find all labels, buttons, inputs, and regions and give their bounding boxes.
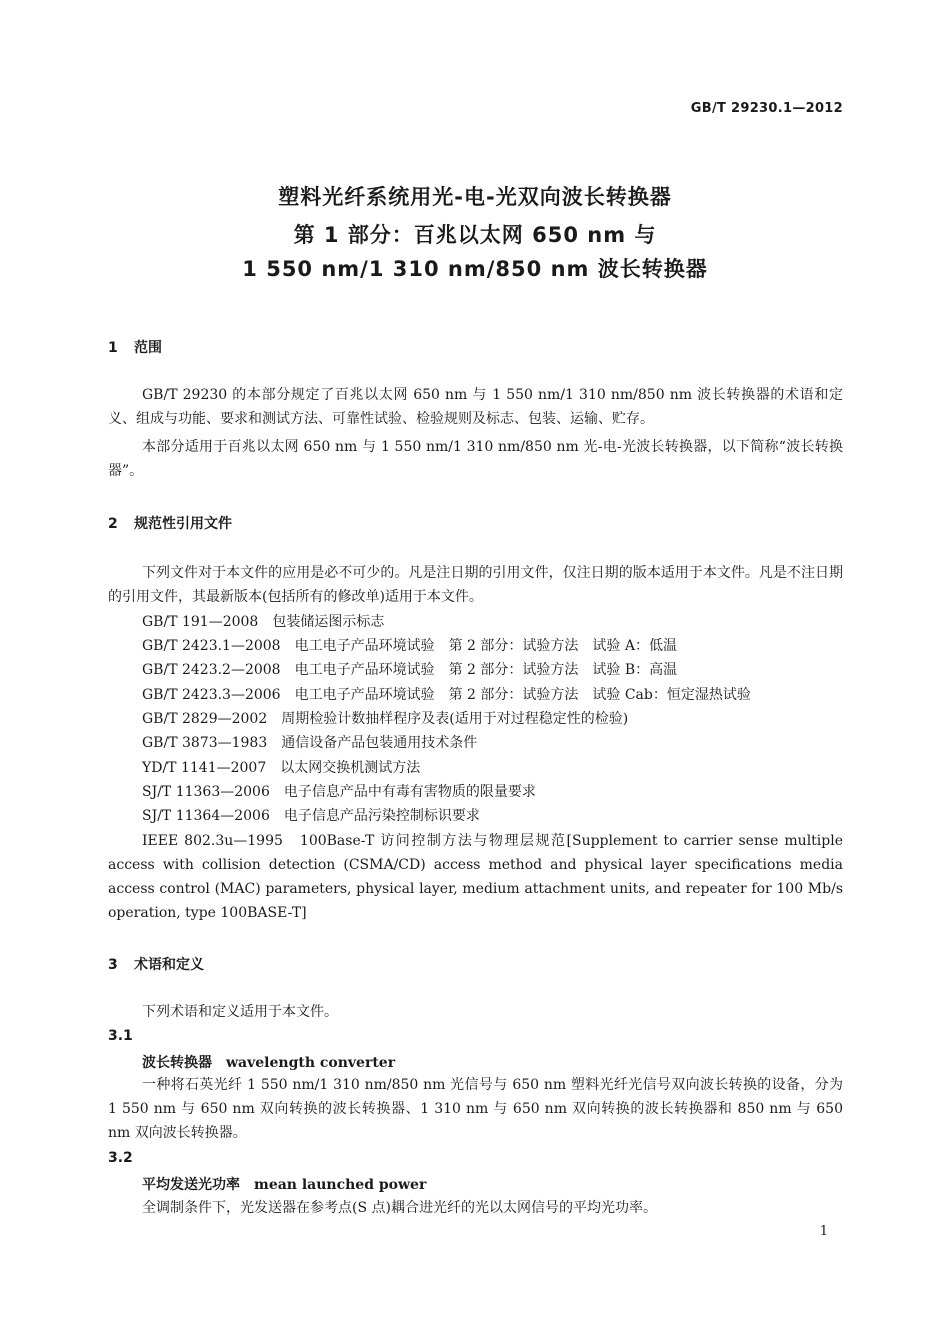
- section-title: 术语和定义: [134, 957, 204, 973]
- section-2-intro: 下列文件对于本文件的应用是必不可少的。凡是注日期的引用文件，仅注日期的版本适用于本文件。凡是不注日期的引用文件，其最新版本(包括所有的修改单)适用于本文件。: [108, 565, 843, 605]
- section-title: 规范性引用文件: [134, 516, 232, 532]
- section-number: 3: [108, 957, 118, 973]
- section-1-heading: [108, 337, 162, 357]
- reference-item: GB/T 2423.1—2008 电工电子产品环境试验 第 2 部分：试验方法 试验 A：低温: [142, 638, 677, 654]
- reference-item: YD/T 1141—2007 以太网交换机测试方法: [142, 760, 421, 776]
- reference-item-ieee: IEEE 802.3u—1995 100Base-T 访问控制方法与物理层规范[Supplement to carrier sense multiple access with collision detection (CSMA/CD) access method and physical layer specifications media access control (MAC) parameters, physical layer, medium attachment units, and repeater for 100 Mb/s operation, type 100BASE-T]: [108, 833, 843, 921]
- term-number: 3.1: [108, 1028, 133, 1044]
- term-chinese: 波长转换器: [142, 1055, 212, 1071]
- term-heading: [142, 1052, 395, 1072]
- section-2-heading: [108, 513, 232, 533]
- section-3-intro: 下列术语和定义适用于本文件。: [142, 1004, 338, 1020]
- reference-item: SJ/T 11363—2006 电子信息产品中有毒有害物质的限量要求: [142, 784, 536, 800]
- reference-item: GB/T 2829—2002 周期检验计数抽样程序及表(适用于对过程稳定性的检验): [142, 711, 629, 727]
- term-definition: 全调制条件下，光发送器在参考点(S 点)耦合进光纤的光以太网信号的平均光功率。: [142, 1200, 657, 1216]
- doc-title-line-1: 塑料光纤系统用光-电-光双向波长转换器: [278, 185, 672, 209]
- reference-item: SJ/T 11364—2006 电子信息产品污染控制标识要求: [142, 808, 480, 824]
- section-title: 范围: [134, 340, 162, 356]
- standard-code: GB/T 29230.1—2012: [690, 101, 843, 116]
- term-english: wavelength converter: [226, 1055, 396, 1071]
- term-english: mean launched power: [254, 1177, 427, 1193]
- term-number: 3.2: [108, 1150, 133, 1166]
- term-heading: [142, 1174, 426, 1194]
- section-number: 2: [108, 516, 118, 532]
- section-number: 1: [108, 340, 118, 356]
- reference-item: GB/T 2423.3—2006 电工电子产品环境试验 第 2 部分：试验方法 试验 Cab：恒定湿热试验: [142, 687, 751, 703]
- reference-item: GB/T 3873—1983 通信设备产品包装通用技术条件: [142, 735, 478, 751]
- reference-item: GB/T 191—2008 包装储运图示标志: [142, 614, 385, 630]
- doc-title-line-2: 第 1 部分：百兆以太网 650 nm 与: [293, 223, 657, 247]
- reference-item: GB/T 2423.2—2008 电工电子产品环境试验 第 2 部分：试验方法 试验 B：高温: [142, 662, 678, 678]
- section-1-paragraph-1: GB/T 29230 的本部分规定了百兆以太网 650 nm 与 1 550 nm/1 310 nm/850 nm 波长转换器的术语和定义、组成与功能、要求和测试方法、可靠性试验、检验规则及标志、包装、运输、贮存。: [108, 387, 843, 427]
- section-1-paragraph-2: 本部分适用于百兆以太网 650 nm 与 1 550 nm/1 310 nm/850 nm 光-电-光波长转换器，以下简称“波长转换器”。: [108, 439, 843, 479]
- section-3-heading: [108, 954, 204, 974]
- doc-title-line-3: 1 550 nm/1 310 nm/850 nm 波长转换器: [242, 257, 708, 281]
- term-chinese: 平均发送光功率: [142, 1177, 240, 1193]
- term-definition: 一种将石英光纤 1 550 nm/1 310 nm/850 nm 光信号与 650 nm 塑料光纤光信号双向波长转换的设备，分为 1 550 nm 与 650 nm 双向转换的波长转换器、1 310 nm 与 650 nm 双向转换的波长转换器和 850 nm 与 650 nm 双向波长转换器。: [108, 1077, 843, 1141]
- page-number: 1: [819, 1224, 828, 1239]
